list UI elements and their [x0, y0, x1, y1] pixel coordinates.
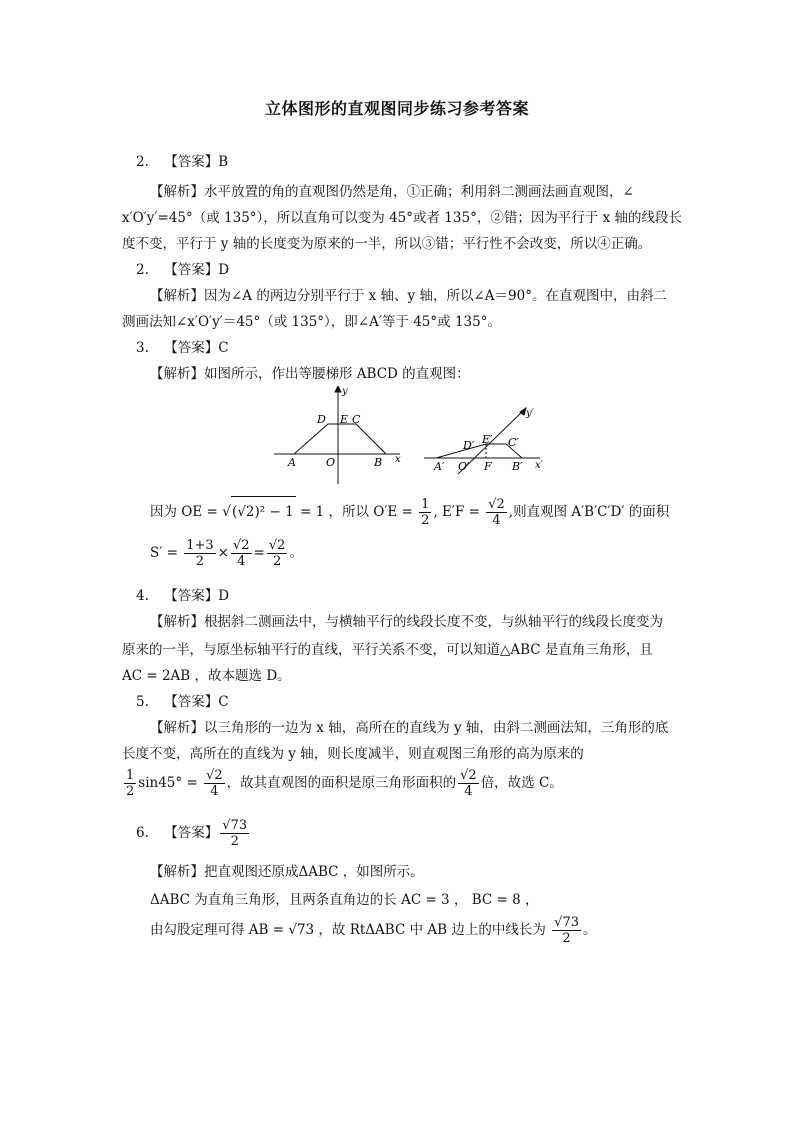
- label-C-prime: C′: [508, 436, 519, 449]
- numerator: √2: [460, 768, 477, 783]
- label-E: E: [340, 413, 349, 426]
- answer-value: D: [218, 262, 230, 278]
- numerator: √73: [222, 818, 248, 833]
- formula-text: S′ =: [150, 545, 178, 561]
- label-A-prime: A′: [434, 460, 445, 473]
- answer-line-3: [136, 338, 229, 358]
- analysis-line: [150, 286, 667, 306]
- analysis-label: 【解析】: [150, 720, 204, 736]
- fraction: [552, 915, 581, 946]
- denominator: 4: [492, 513, 501, 528]
- analysis-line: [150, 912, 596, 948]
- numerator: 1+3: [186, 538, 214, 553]
- answer-label: 【答案】: [164, 154, 219, 170]
- answer-label: 【答案】: [164, 340, 219, 356]
- label-y-prime: y′: [526, 408, 534, 419]
- formula-text: sin45° =: [138, 775, 198, 791]
- answer-line-1: [136, 152, 228, 172]
- numerator: 1: [126, 768, 135, 783]
- question-number: 4.: [136, 588, 149, 604]
- numerator: √2: [232, 538, 250, 553]
- answer-line-5: [136, 692, 229, 712]
- analysis-text: 由勾股定理可得 AB = √73 ，故 RtΔABC 中 AB 边上的中线长为: [150, 922, 546, 938]
- sqrt-sign: √: [222, 504, 232, 520]
- numerator: √2: [206, 768, 223, 783]
- denominator: 2: [272, 554, 282, 569]
- numerator: √2: [488, 497, 505, 512]
- analysis-label: 【解析】: [150, 614, 204, 630]
- label-D-prime: D′: [463, 439, 475, 452]
- label-C: C: [352, 413, 361, 426]
- label-A: A: [288, 456, 296, 469]
- analysis-text: 如图所示，作出等腰梯形 ABCD 的直观图：: [204, 366, 470, 382]
- analysis-text: 因为∠A 的两边分别平行于 x 轴、y 轴，所以∠A＝90°。在直观图中，由斜二: [204, 288, 667, 304]
- answer-label: 【答案】: [164, 262, 219, 278]
- analysis-line: [150, 364, 470, 384]
- analysis-label: 【解析】: [150, 366, 204, 382]
- denominator: 2: [421, 513, 430, 528]
- answer-label: 【答案】: [164, 694, 219, 710]
- analysis-line: ΔABC 为直角三角形，且两条直角边的长 AC = 3 ， BC = 8 ，: [150, 892, 539, 908]
- denominator: 2: [230, 834, 239, 849]
- label-F: F: [484, 460, 492, 473]
- formula-text: 。: [289, 545, 303, 561]
- fraction: [458, 768, 479, 799]
- fraction: [419, 497, 431, 528]
- denominator: 2: [195, 554, 205, 569]
- analysis-text: 根据斜二测画法中，与横轴平行的线段长度不变，与纵轴平行的线段长度变为: [204, 614, 663, 630]
- analysis-text: 水平放置的角的直观图仍然是角，①正确；利用斜二测画法画直观图，∠: [204, 184, 634, 200]
- label-B-prime: B′: [512, 460, 523, 473]
- sqrt-content: (√2)² − 1: [231, 496, 296, 527]
- analysis-text: 。: [582, 922, 597, 938]
- analysis-line: 原来的一半，与原坐标轴平行的直线，平行关系不变，可以知道△ABC 是直角三角形，且: [122, 642, 653, 658]
- analysis-line: [150, 718, 668, 738]
- formula-text: ,则直观图 A′B′C′D′ 的面积: [508, 504, 670, 520]
- analysis-line: [150, 182, 634, 202]
- formula-text: 因为 OE =: [150, 504, 218, 520]
- analysis-line: 测画法知∠x′O′y′＝45°（或 135°），即∠A′等于 45°或 135°。: [122, 314, 501, 330]
- analysis-line: 长度不变，高所在的直线为 y 轴，则长度减半，则直观图三角形的高为原来的: [122, 746, 584, 762]
- analysis-label: 【解析】: [150, 864, 204, 880]
- fraction: [124, 768, 136, 799]
- analysis-label: 【解析】: [150, 184, 204, 200]
- answer-label: 【答案】: [164, 825, 219, 841]
- fraction: [204, 768, 225, 799]
- formula-text: 倍，故选 C。: [480, 775, 563, 791]
- denominator: 4: [464, 784, 473, 799]
- numerator: √2: [268, 538, 286, 553]
- question-number: 6.: [136, 825, 149, 841]
- fraction: [267, 538, 288, 569]
- answer-line-4: [136, 586, 229, 606]
- formula-text: ，所以 O′E =: [328, 504, 413, 520]
- analysis-text: 以三角形的一边为 x 轴，高所在的直线为 y 轴，由斜二测画法知，三角形的底: [204, 720, 669, 736]
- numerator: √73: [554, 915, 579, 930]
- label-y: y: [342, 386, 348, 397]
- original-trapezoid: [274, 386, 400, 484]
- analysis-label: 【解析】: [150, 288, 204, 304]
- denominator: 4: [210, 784, 219, 799]
- formula-text: = 1: [299, 504, 325, 520]
- label-D: D: [317, 413, 326, 426]
- formula-line-area: [150, 538, 303, 569]
- trapezoid-figure: [268, 386, 568, 486]
- answer-fraction: [220, 818, 249, 849]
- answer-line-6: [136, 816, 251, 850]
- question-number: 3.: [136, 340, 149, 356]
- numerator: 1: [421, 497, 430, 512]
- formula-text: ×: [217, 545, 229, 561]
- question-number: 5.: [136, 694, 149, 710]
- analysis-line: [150, 612, 663, 632]
- formula-line-sin: [122, 766, 563, 800]
- label-x-prime: x′: [535, 460, 543, 471]
- answer-line-2: [136, 260, 229, 280]
- fraction: [184, 538, 215, 569]
- fraction: [231, 538, 252, 569]
- analysis-line: AC = 2AB ，故本题选 D。: [122, 668, 291, 684]
- question-number: 2.: [136, 154, 149, 170]
- answer-value: D: [218, 588, 230, 604]
- analysis-line: [150, 862, 424, 882]
- formula-text: =: [253, 545, 265, 561]
- denominator: 2: [562, 931, 571, 946]
- question-number: 2.: [136, 262, 149, 278]
- fraction: [486, 497, 507, 528]
- answer-value: C: [218, 694, 229, 710]
- label-O: O: [326, 456, 336, 469]
- answer-value: C: [218, 340, 229, 356]
- analysis-text: 把直观图还原成ΔABC ，如图所示。: [204, 864, 424, 880]
- answer-label: 【答案】: [164, 588, 219, 604]
- formula-line-oe: [150, 496, 669, 528]
- label-O-prime: O′: [458, 460, 470, 473]
- page-title: 立体图形的直观图同步练习参考答案: [264, 99, 529, 118]
- denominator: 2: [126, 784, 135, 799]
- formula-text: ，故其直观图的面积是原三角形面积的: [226, 775, 457, 791]
- denominator: 4: [237, 554, 246, 569]
- formula-text: , E′F =: [433, 504, 480, 520]
- label-E-prime: E′: [482, 433, 493, 446]
- analysis-line: x′O′y′=45°（或 135°），所以直角可以变为 45°或者 135°，②错；因为平行于 x 轴的线段长: [122, 210, 683, 226]
- label-B: B: [374, 456, 383, 469]
- answer-value: B: [218, 154, 229, 170]
- label-x: x: [395, 454, 401, 465]
- analysis-line: 度不变，平行于 y 轴的长度变为原来的一半，所以③错；平行性不会改变，所以④正确。: [122, 236, 652, 252]
